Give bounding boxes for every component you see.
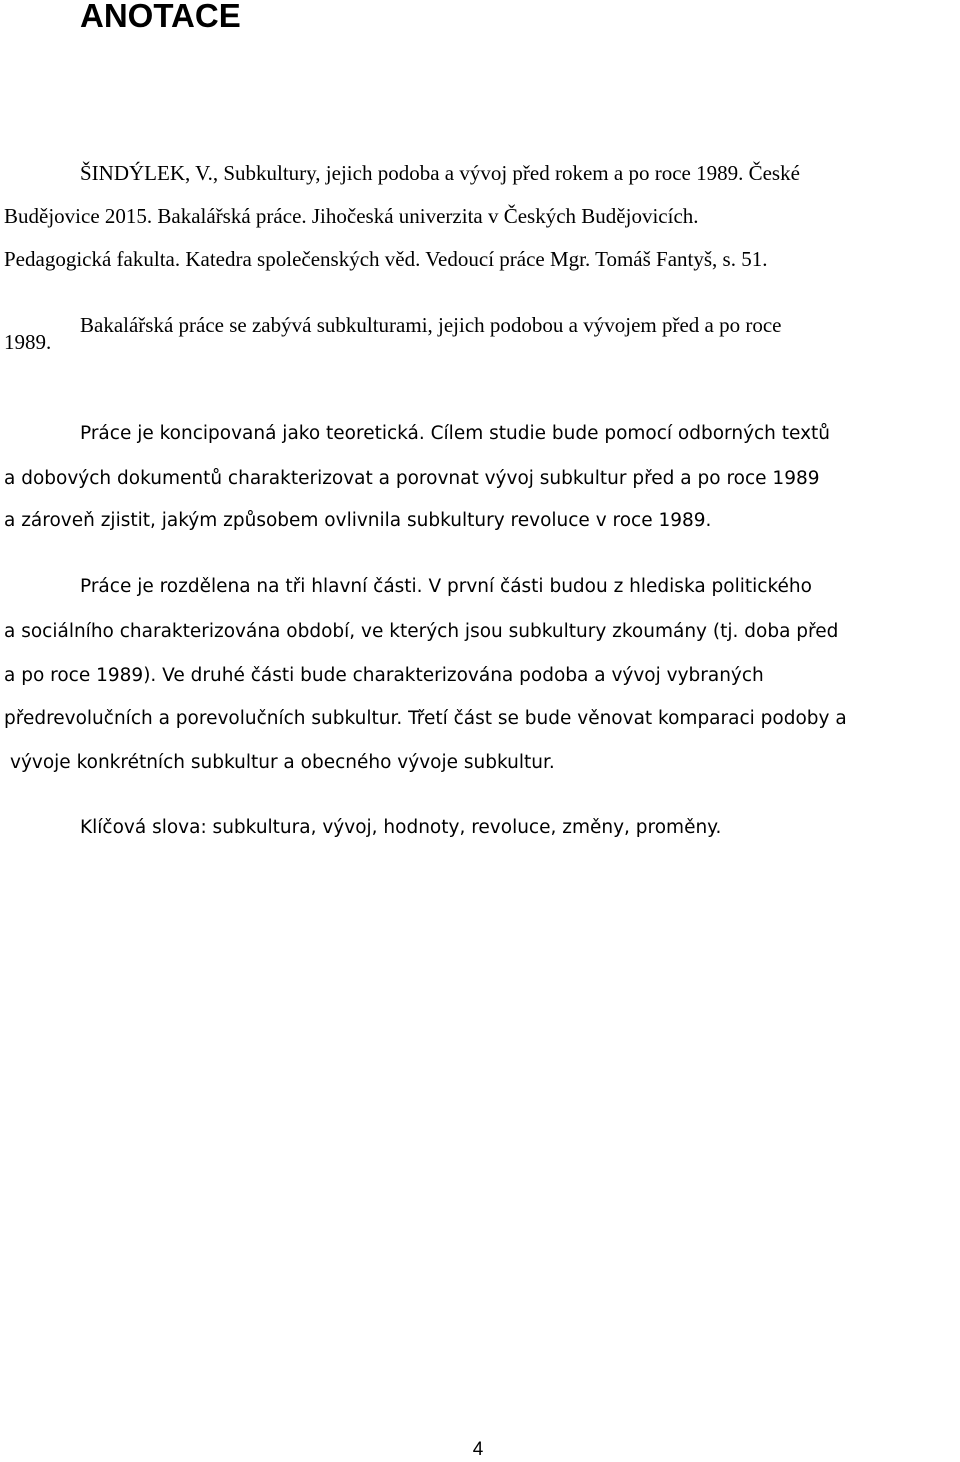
paragraph-line: a sociálního charakterizována období, ve kterých jsou subkultury zkoumány (tj. doba před	[4, 621, 839, 642]
paragraph-line: Práce je rozdělena na tři hlavní části. V první části budou z hlediska politického	[80, 576, 812, 597]
paragraph-line: Práce je koncipovaná jako teoretická. Cílem studie bude pomocí odborných textů	[80, 423, 831, 444]
page-title: ANOTACE	[80, 0, 241, 34]
keywords: Klíčová slova: subkultura, vývoj, hodnoty, revoluce, změny, proměny.	[80, 817, 722, 838]
paragraph-line: a dobových dokumentů charakterizovat a porovnat vývoj subkultur před a po roce 1989	[4, 468, 820, 489]
citation-line: Budějovice 2015. Bakalářská práce. Jihočeská univerzita v Českých Budějovicích.	[4, 204, 699, 228]
page-number: 4	[472, 1439, 484, 1460]
paragraph-line: a zároveň zjistit, jakým způsobem ovlivnila subkultury revoluce v roce 1989.	[4, 510, 712, 531]
paragraph-line: a po roce 1989). Ve druhé části bude charakterizována podoba a vývoj vybraných	[4, 665, 764, 686]
paragraph-line: 1989.	[4, 330, 52, 354]
paragraph-line: Bakalářská práce se zabývá subkulturami, jejich podobou a vývojem před a po roce	[80, 313, 782, 337]
paragraph-line: vývoje konkrétních subkultur a obecného vývoje subkultur.	[10, 752, 555, 773]
citation-line: ŠINDÝLEK, V., Subkultury, jejich podoba a vývoj před rokem a po roce 1989. České	[80, 161, 800, 185]
paragraph-line: předrevolučních a porevolučních subkultur. Třetí část se bude věnovat komparaci podoby a	[4, 708, 847, 729]
citation-line: Pedagogická fakulta. Katedra společenských věd. Vedoucí práce Mgr. Tomáš Fantyš, s. 51.	[4, 247, 768, 271]
